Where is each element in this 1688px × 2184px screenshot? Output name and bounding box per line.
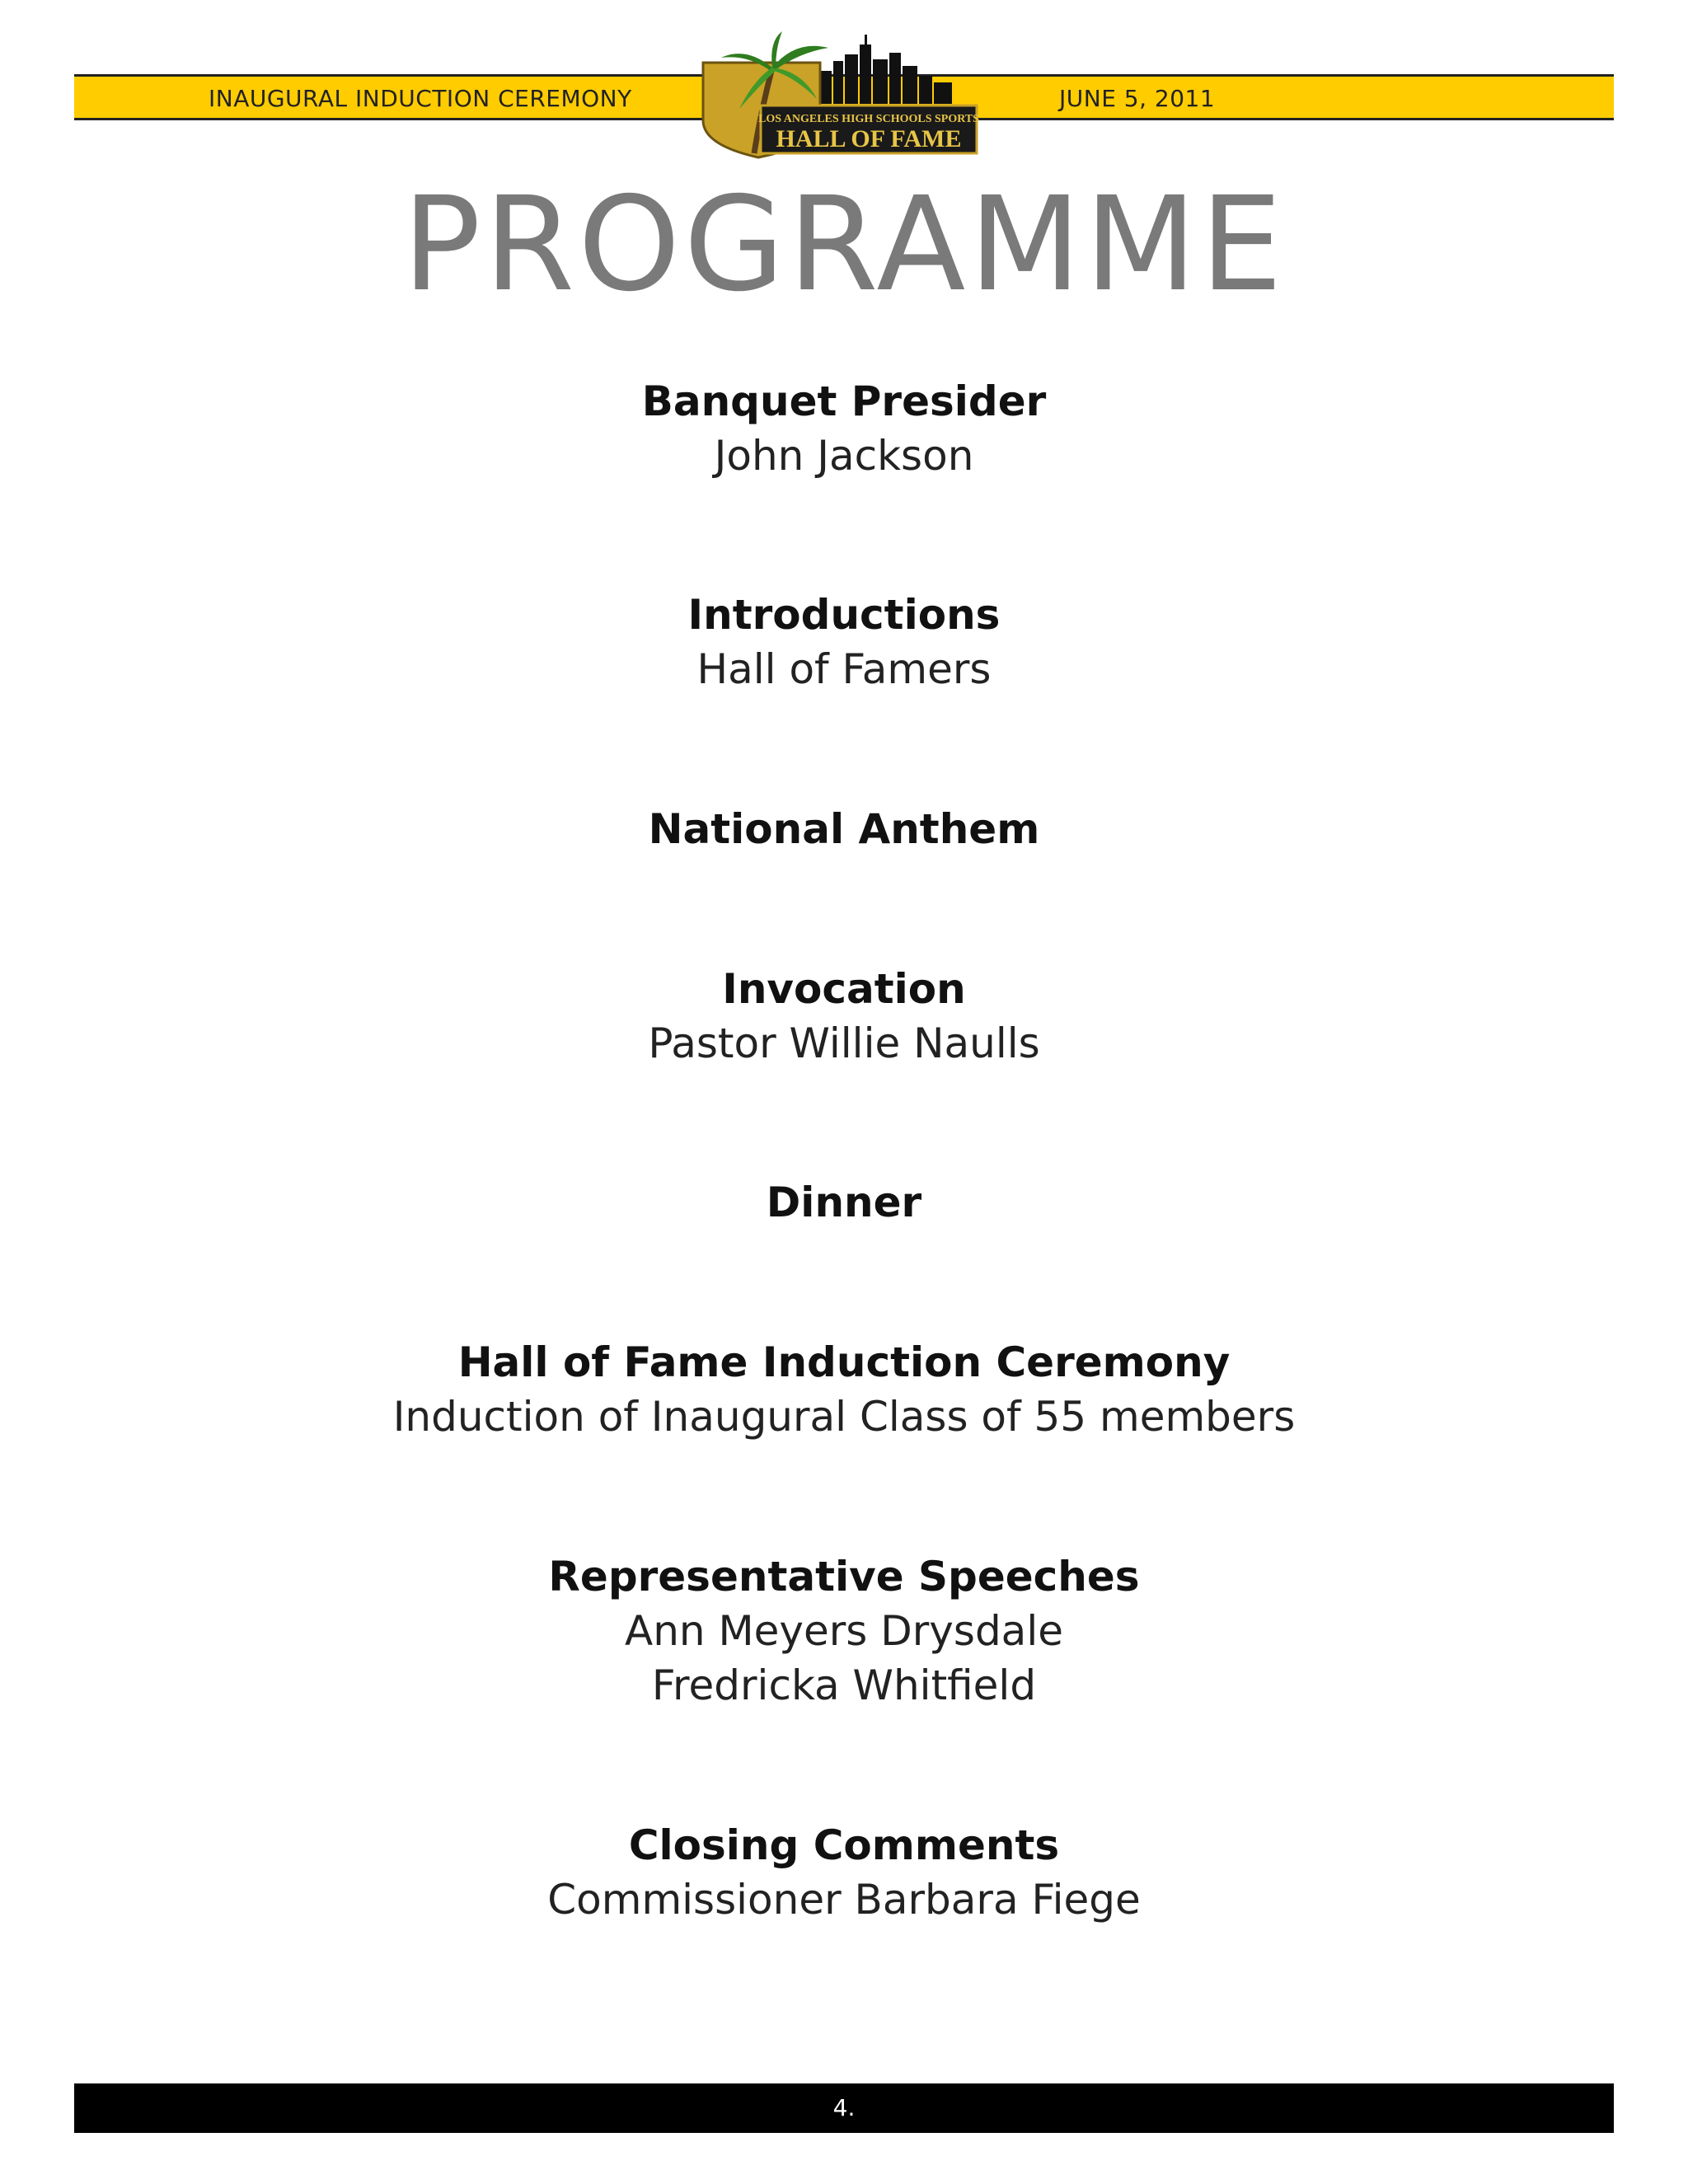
program-item-heading: National Anthem [648,805,1040,853]
program-item-representative-speeches [0,1549,1688,1713]
program-item-closing-comments [0,1818,1688,1927]
program-item-heading: Invocation [722,965,966,1013]
footer-band [74,2083,1614,2133]
logo-top-text: LOS ANGELES HIGH SCHOOLS SPORTS [758,113,979,125]
program-item-detail: John Jackson [714,432,974,480]
program-item-introductions [0,588,1688,696]
program-item-dinner [0,1175,1688,1230]
program-item-detail: Pastor Willie Naulls [648,1019,1040,1067]
program-item-detail: Hall of Famers [696,645,992,693]
page-title: PROGRAMME [402,169,1286,321]
header-event-date: JUNE 5, 2011 [1059,85,1216,112]
header-event-name: INAUGURAL INDUCTION CEREMONY [209,85,632,112]
program-item-heading: Banquet Presider [641,377,1047,425]
program-item-national-anthem [0,802,1688,856]
program-item-invocation [0,962,1688,1071]
program-item-heading: Hall of Fame Induction Ceremony [457,1338,1231,1386]
program-item-heading: Dinner [766,1179,922,1226]
page-number: 4. [832,2094,856,2121]
program-item-banquet-presider [0,374,1688,483]
program-item-induction-ceremony [0,1335,1688,1444]
program-item-heading: Representative Speeches [548,1553,1140,1601]
logo-main-text: HALL OF FAME [776,125,962,152]
program-item-heading: Closing Comments [628,1821,1060,1869]
program-item-detail: Commissioner Barbara Fiege [547,1876,1141,1924]
program-item-detail: Ann Meyers Drysdale [625,1607,1063,1655]
program-item-detail: Fredricka Whitfield [651,1661,1037,1709]
program-item-detail: Induction of Inaugural Class of 55 members [392,1393,1296,1441]
program-item-heading: Introductions [687,591,1001,639]
